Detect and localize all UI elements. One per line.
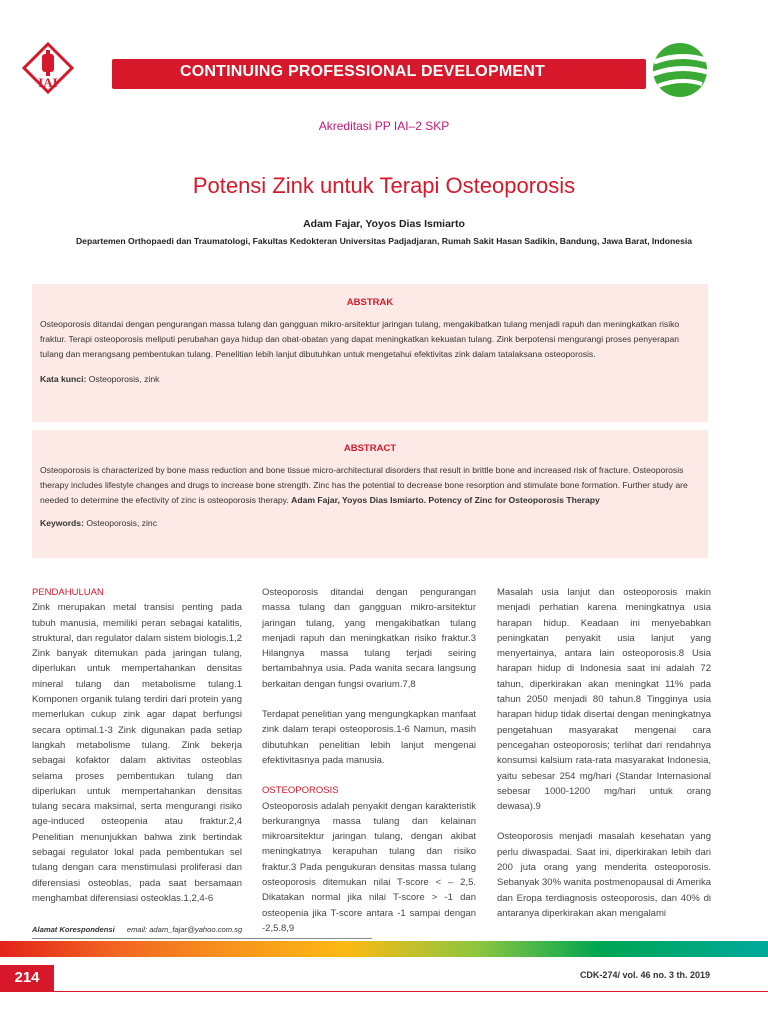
- abstrak-box: [32, 284, 708, 422]
- body-column-1: [32, 585, 242, 906]
- paragraph: Osteoporosis adalah penyakit dengan karakteristik berkurangnya massa tulang dan kelainan mikroarsitektur jaringan tulang, dengan akibat meningkatnya kerapuhan tulang dan risiko fraktur.3 Pada pengukuran densitas massa tulang osteoporosis ditemukan nilai T-score < – 2,5. Dikatakan normal jika nilai T-score > -1 dan osteopenia jika T-score antara -1 sampai dengan -2,5.8,9: [262, 800, 476, 934]
- paragraph: Zink merupakan metal transisi penting pada tubuh manusia, memiliki peran sebagai katalitis, struktural, dan regulator dalam sistem biologis.1,2 Zink banyak ditemukan pada jaringan tulang, diperlukan untuk mempertahankan densitas mineral tulang dan metabolisme tulang.1 Komponen organik tulang terdiri dari protein yang memerlukan cukup zink agar dapat berfungsi secara optimal.1-3 Zink digunakan pada setiap langkah metabolisme tulang. Zink bekerja sebagai kofaktor dalam aktivitas osteoblas selama proses pembentukan tulang dan diperlukan untuk mempertahankan densitas tulang secara maksimal, serta mengurangi risiko age-induced osteopenia atau fraktur.2,4 Penelitian menunjukkan bahwa zink bertindak sebagai regulator lokal pada pembentukan sel tulang dengan cara menstimulasi proliferasi dan diferensiasi osteoblas, pada saat bersamaan menghambat diferensiasi osteoklas.1,2,4-6: [32, 602, 242, 904]
- body-column-3: [497, 585, 711, 921]
- article-title: Potensi Zink untuk Terapi Osteoporosis: [192, 173, 576, 198]
- iai-logo: [22, 42, 74, 102]
- author-affiliation: Departemen Orthopaedi dan Traumatologi, Fakultas Kedokteran Universitas Padjadjaran, Rumah Sakit Hasan Sadikin, Bandung, Jawa Barat, Indonesia: [75, 236, 693, 246]
- body-column-2: [262, 585, 476, 936]
- paragraph: Terdapat penelitian yang mengungkapkan manfaat zink dalam terapi osteoporosis.1-6 Namun, masih dibutuhkan penelitian lebih lanjut mengenai efektivitasnya pada manusia.: [262, 709, 476, 766]
- abstrak-body: Osteoporosis ditandai dengan pengurangan massa tulang dan gangguan mikro-arsitektur jaringan tulang, mengakibatkan tulang menjadi rapuh dan meningkatkan risiko fraktur. Terapi osteoporosis meliputi perubahan gaya hidup dan obat-obatan yang dapat meningkatkan kekuatan tulang. Zink berpotensi mengurangi proses penyerapan tulang dan merangsang pembentukan tulang. Penelitian lebih lanjut dibutuhkan untuk mengetahui efektivitas zink dalam tatalaksana osteoporosis.: [40, 319, 680, 359]
- correspondence-email: email: adam_fajar@yahoo.com.sg: [126, 925, 243, 934]
- correspondence-label: Alamat Korespondensi: [32, 925, 115, 934]
- keywords-label: Keywords:: [40, 518, 84, 528]
- abstrak-heading: ABSTRAK: [346, 297, 394, 308]
- paragraph: Osteoporosis menjadi masalah kesehatan yang perlu diwaspadai. Saat ini, diperkirakan lebih dari 200 juta orang yang menderita osteoporosis. Sebanyak 30% wanita postmenopausal di Amerika dan Eropa terdiagnosis osteoporosis, dan 40% di antaranya diperkirakan akan mengalami: [497, 831, 711, 919]
- paragraph: Osteoporosis ditandai dengan pengurangan massa tulang dan gangguan mikro-arsitektur jaringan tulang, yang mengakibatkan tulang menjadi rapuh dan meningkatkan risiko fraktur.3 Hilangnya massa tulang terjadi seiring bertambahnya usia. Pada wanita secara langsung berkaitan dengan fungsi ovarium.7,8: [262, 587, 476, 690]
- cdk-globe-logo: [648, 40, 712, 100]
- accreditation-line: Akreditasi PP IAI–2 SKP: [318, 119, 450, 133]
- abstract-box: [32, 430, 708, 558]
- color-stripe: [0, 941, 768, 957]
- abstract-text: Osteoporosis is characterized by bone mass reduction and bone tissue micro-architectural disorders that result in brittle bone and increased risk of fracture. Osteoporosis therapy includes lifestyle changes and drugs to increase bone strength. Zinc has the potential to decrease bone resorption and stimulate bone formation. Further study are needed to determine the efectivity of zinc is osteoporosis therapy.: [40, 465, 688, 505]
- keywords-value: Osteoporosis, zink: [86, 374, 160, 384]
- section-heading-pendahuluan: PENDAHULUAN: [32, 587, 104, 598]
- divider: [32, 938, 372, 939]
- keywords-label: Kata kunci:: [40, 374, 87, 384]
- footer-rule: [0, 991, 768, 992]
- paragraph: Masalah usia lanjut dan osteoporosis makin menjadi perhatian karena meningkatnya usia harapan hidup. Keadaan ini menyebabkan peningkatan penyakit usia lanjut yang menyertainya, antara lain osteoporosis.8 Usia harapan hidup di Indonesia saat ini adalah 72 tahun, diperkirakan akan meningkat 11% pada tahun 2050 menjadi 80 tahun.8 Tingginya usia harapan hidup tidak disertai dengan meningkatnya pengetahuan masyarakat mengenai cara pencegahan osteoporosis; terlihat dari rendahnya konsumsi kalsium rata-rata masyarakat Indonesia, yaitu sebesar 254 mg/hari (Standar Internasional sebesar 1000-1200 mg/hari untuk orang dewasa).9: [497, 587, 711, 813]
- correspondence-note: [32, 925, 242, 934]
- abstract-body: [32, 463, 708, 508]
- abstract-heading: ABSTRACT: [343, 443, 397, 454]
- iai-logo-text: IAI: [38, 75, 58, 90]
- page-number: 214: [0, 965, 54, 991]
- journal-reference: CDK-274/ vol. 46 no. 3 th. 2019: [579, 970, 710, 980]
- abstract-citation: Adam Fajar, Yoyos Dias Ismiarto. Potency of Zinc for Osteoporosis Therapy: [291, 495, 600, 505]
- section-heading-osteoporosis: OSTEOPOROSIS: [262, 785, 339, 797]
- abstract-keywords: [32, 518, 708, 528]
- abstrak-keywords: [32, 374, 708, 384]
- banner-title: CONTINUING PROFESSIONAL DEVELOPMENT: [180, 63, 545, 80]
- article-authors: Adam Fajar, Yoyos Dias Ismiarto: [303, 218, 465, 230]
- keywords-value: Osteoporosis, zinc: [83, 518, 158, 528]
